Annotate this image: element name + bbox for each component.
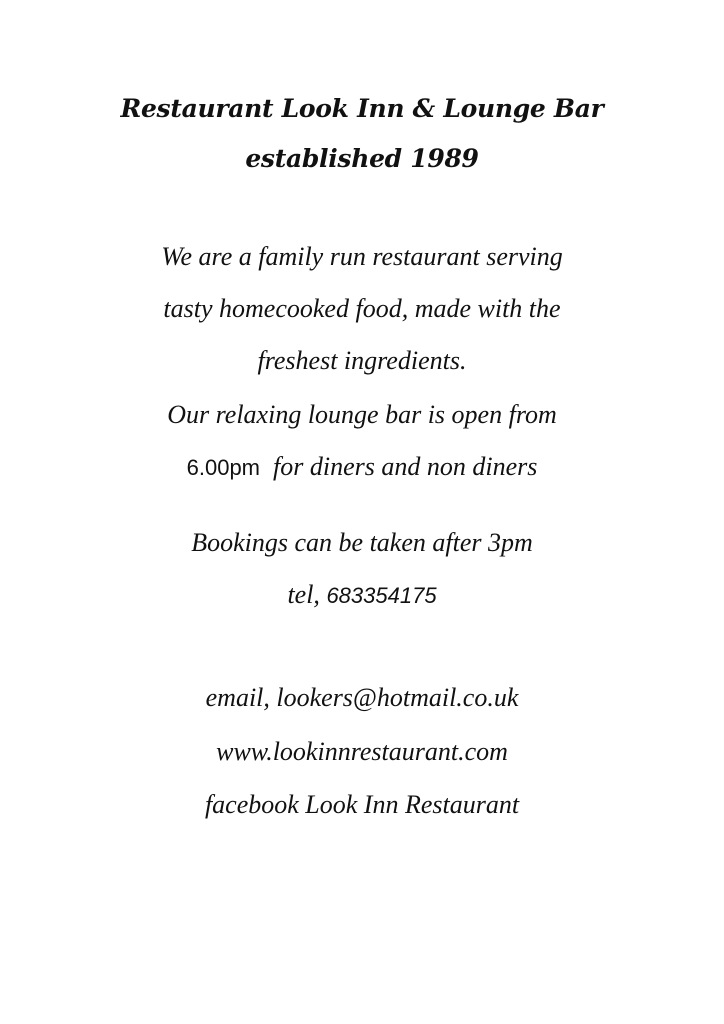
description-line-4: Our relaxing lounge bar is open from xyxy=(167,400,557,429)
telephone-line xyxy=(0,580,724,610)
description-line-2: tasty homecooked food, made with the xyxy=(163,294,561,323)
description-line-5 xyxy=(0,452,724,482)
facebook-line: facebook Look Inn Restaurant xyxy=(204,790,520,819)
description-line-1: We are a family run restaurant serving xyxy=(161,242,563,271)
established-year: established 1989 xyxy=(245,144,479,173)
description-line-3: freshest ingredients. xyxy=(257,346,467,375)
open-time-rest: for diners and non diners xyxy=(273,452,538,481)
website-line: www.lookinnrestaurant.com xyxy=(216,737,508,766)
telephone-label: tel, xyxy=(287,580,320,609)
telephone-number: 683354175 xyxy=(326,583,437,608)
restaurant-title: Restaurant Look Inn & Lounge Bar xyxy=(120,94,604,123)
email-line: email, lookers@hotmail.co.uk xyxy=(205,683,519,712)
bookings-text: Bookings can be taken after 3pm xyxy=(191,528,533,557)
open-time: 6.00pm xyxy=(186,455,261,480)
